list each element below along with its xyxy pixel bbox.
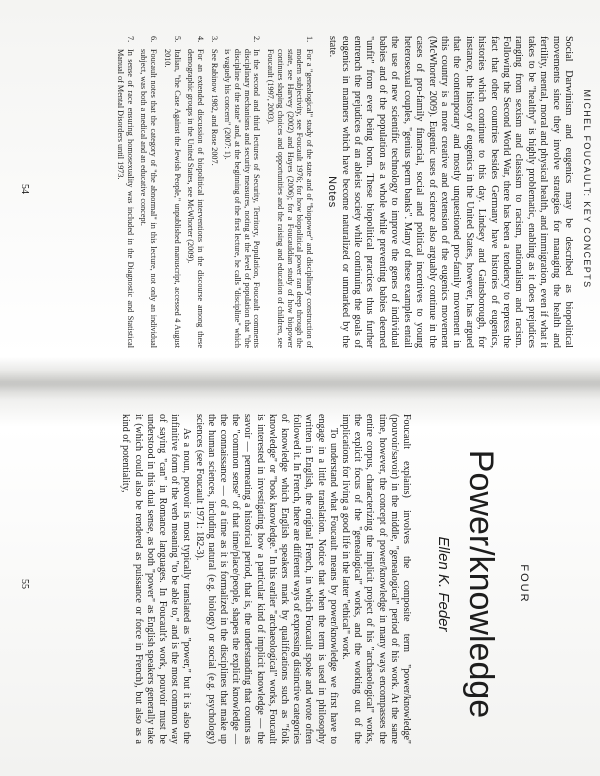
note-item: 1. For a "genealogical" study of the state and of "biopower" and disciplinary construction of modern subjectivity, see Foucault 1976; for how biopolitical power ran deep through the state, see Harvey (2002) and Hayes (2006); for a Foucauldian study of how biopower continues shaping choices and opportunities and the raising and education of children, see Foucault (1997, 2003). [266, 36, 314, 348]
note-item: 5. Italian, "the Case Against the Jewish People," unpublished manuscript, accessed 4 August 2010. [162, 36, 182, 348]
left-page [0, 0, 600, 378]
notes-heading: Notes [326, 176, 338, 208]
page-number-right: 55 [19, 579, 30, 589]
note-item: 2. In the second and third lectures of Security, Territory, Population, Foucault comments disciplinary mechanisms and security measures, noting at the level of population that "the discipline of the state" and, at the beginning of the first lecture, he calls "discipline" which is vaguely his concern" (2007: 1). [223, 36, 262, 348]
chapter-title: Power/knowledge [462, 449, 500, 719]
page-number-left: 54 [19, 184, 30, 194]
notes-list [111, 36, 314, 348]
right-page [0, 392, 600, 776]
right-body-text [119, 414, 412, 744]
paragraph: Foucault explains) involves the composite term "power/knowledge" (pouvoir/savoir) in the middle, "genealogical" period of his work. At the same time, however, the concept of power/knowledge in many ways encompasses the entire corpus, characterizing the implicit project of his "archaeological" works, the explicit focus of the "genealogical" works, and the working out of the implications for living a good life in the latter "ethical" work. [339, 414, 412, 744]
running-head: MICHEL FOUCAULT: KEY CONCEPTS [582, 89, 592, 289]
chapter-label: FOUR [518, 564, 530, 604]
note-item: 4. For an extended discussion of biopolitical interventions in the discourse among these demographic groups in the United States, see McWhorter (2009). [186, 36, 205, 348]
paragraph: To understand what Foucault means by power/knowledge we first have to engage in a little translation. Notice that when the term is used in philosophy written in English, the original French, in which Foucault spoke and wrote often followed it. In French, there are different ways of expressing distinctive categories of knowledge which English speakers mark by qualifications such as "folk knowledge" or "book knowledge." In his earlier "archaeological" works, Foucault is interested in investigating how a particular kind of implicit knowledge — the savoir — permeating a historical period, that is, the understanding that counts as the "common sense" of that time/place/people, shapes the explicit knowledge — the connaissance — of a time as it is formalized in the disciplines that make up the human sciences, including natural (e.g. biology) or social (e.g. psychology) sciences (see Foucault 1971: 182-3). [193, 414, 339, 744]
note-item: 6. Foucault notes that the category of "the abnormal" in this lecture, not only an individual subject, was both a medical and an educative concept. [139, 36, 159, 348]
note-item: 3. See Rabinow 1982, and Rose 2007. [209, 36, 219, 166]
note-item: 7. In sense of race ensuring homosexuality was included in the Diagnostic and Statistical Manual of Mental Disorders until 1973. [116, 36, 135, 348]
left-body-text: Social Darwinism and eugenics may be described as biopolitical movements since they involve strategies for managing the health and fertility, mental, moral and physical health, and immigration, even if what it takes to be "healthy" is highly problematic, enabling as it does prejudices ranging from sexism and classism to racism, nationalism and racism. Following the Second World War, there has been a tendency to repress the fact that other countries besides Germany have histories of eugenics, histories which continue to this day. Lindsey and Gainsborough, for instance, the history of eugenics in the United States, however, has argued that the contemporary and mostly unquestioned pro-family movement in this country is a more creative and extension of the eugenics movement (McWhorter 2009). Eugenic uses of science also arguably continue in the cases of pro-family financial, social and political incentives to young heterosexual couples, "genius sperm banks". Many of these examples entail the use of new scientific technology to improve the genes of individual babies and of the population as a whole while preventing babies deemed "unfit" from ever being born. These biopolitical practices thus further entrench the prejudices of an ableist society while continuing the goals of eugenics in manners which have become naturalized or unmarked by the state. [327, 36, 574, 348]
paragraph: As a noun, pouvoir is most typically translated as "power," but it is also the infinitive form of the verb meaning "to be able to," and is the most common way of saying "can" in Romance languages. In Foucault's work, pouvoir must be understood in this dual sense, as both "power" as English speakers generally take it (which could also be rendered as puissance or force in French), but also as a kind of potentiality, [120, 414, 193, 744]
chapter-author: Ellen K. Feder [435, 536, 452, 632]
